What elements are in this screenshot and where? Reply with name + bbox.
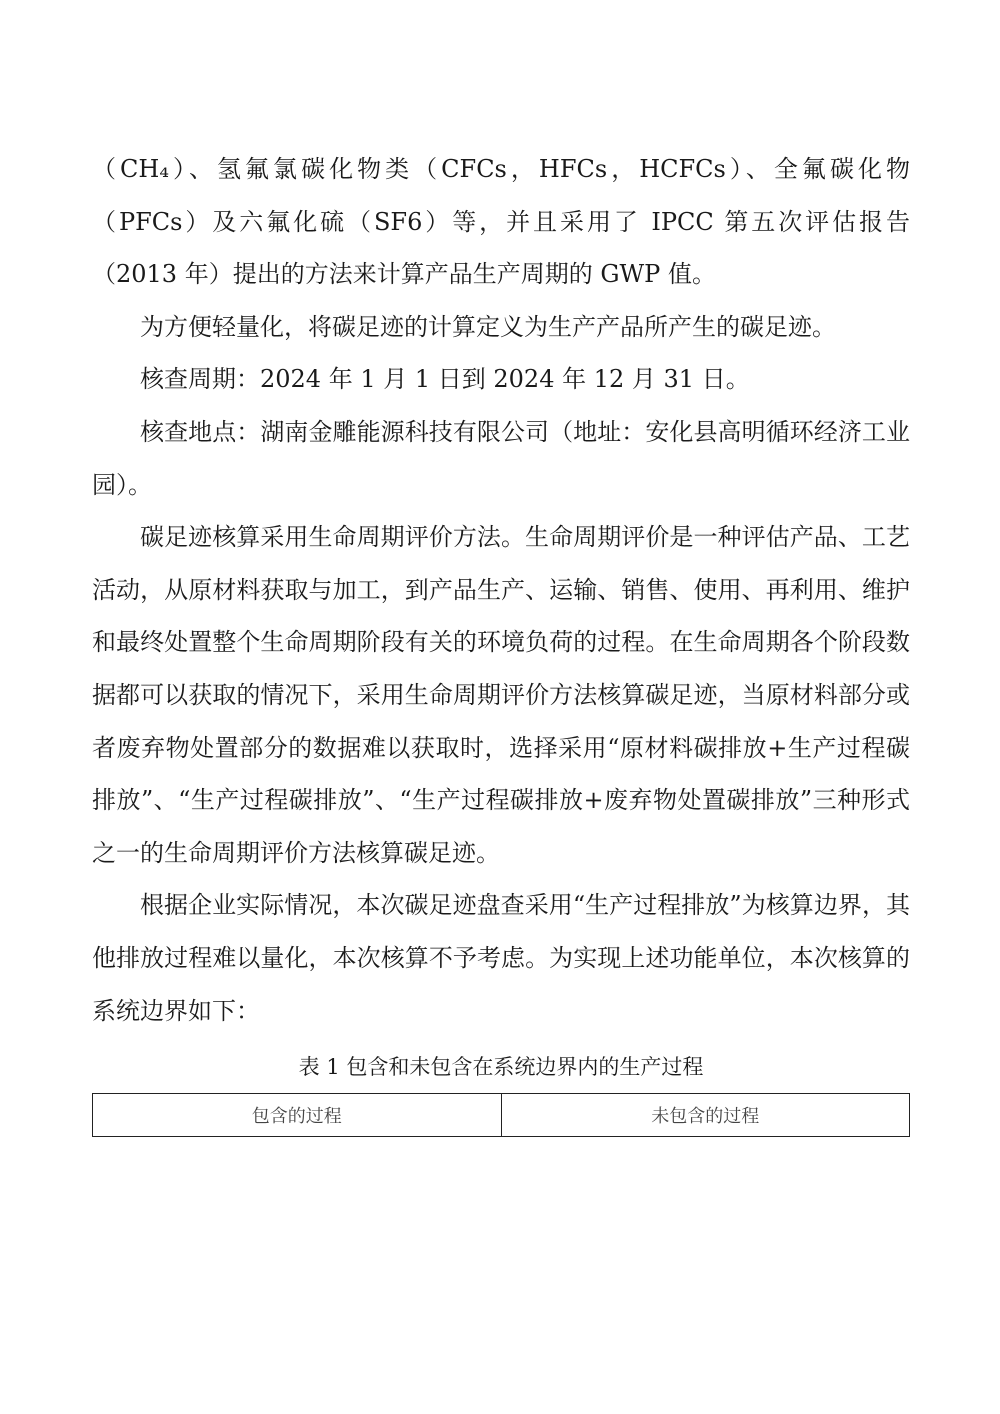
paragraph-audit-location: 核查地点：湖南金雕能源科技有限公司（地址：安化县高明循环经济工业园）。 (92, 417, 910, 499)
table-header-excluded: 未包含的过程 (501, 1094, 910, 1137)
paragraph-audit-period: 核查周期：2024 年 1 月 1 日到 2024 年 12 月 31 日。 (140, 365, 750, 394)
paragraph-lca-method: 碳足迹核算采用生命周期评价方法。生命周期评价是一种评估产品、工艺活动，从原材料获取与加工，到产品生产、运输、销售、使用、再利用、维护和最终处置整个生命周期阶段有关的环境负荷的过程。在生命周期各个阶段数据都可以获取的情况下，采用生命周期评价方法核算碳足迹，当原材料部分或者废弃物处置部分的数据难以获取时，选择采用“原材料碳排放+生产过程碳排放”、“生产过程碳排放”、“生产过程碳排放+废弃物处置碳排放”三种形式之一的生命周期评价方法核算碳足迹。 (92, 523, 910, 867)
paragraph-definition: 为方便轻量化，将碳足迹的计算定义为生产产品所产生的碳足迹。 (140, 312, 836, 341)
table-caption: 表 1 包含和未包含在系统边界内的生产过程 (298, 1055, 704, 1080)
boundary-table (92, 1093, 910, 1137)
document-body (92, 143, 910, 1137)
paragraph-system-boundary: 根据企业实际情况，本次碳足迹盘查采用“生产过程排放”为核算边界，其他排放过程难以量化，本次核算不予考虑。为实现上述功能单位，本次核算的系统边界如下： (92, 891, 910, 1025)
table-header-row (93, 1094, 910, 1137)
paragraph-gases-gwp: （CH₄）、氢氟氯碳化物类（CFCs，HFCs，HCFCs）、全氟碳化物（PFCs）及六氟化硫（SF6）等，并且采用了 IPCC 第五次评估报告（2013 年）提出的方法来计算产品生产周期的 GWP 值。 (92, 155, 910, 289)
table-header-included: 包含的过程 (93, 1094, 502, 1137)
